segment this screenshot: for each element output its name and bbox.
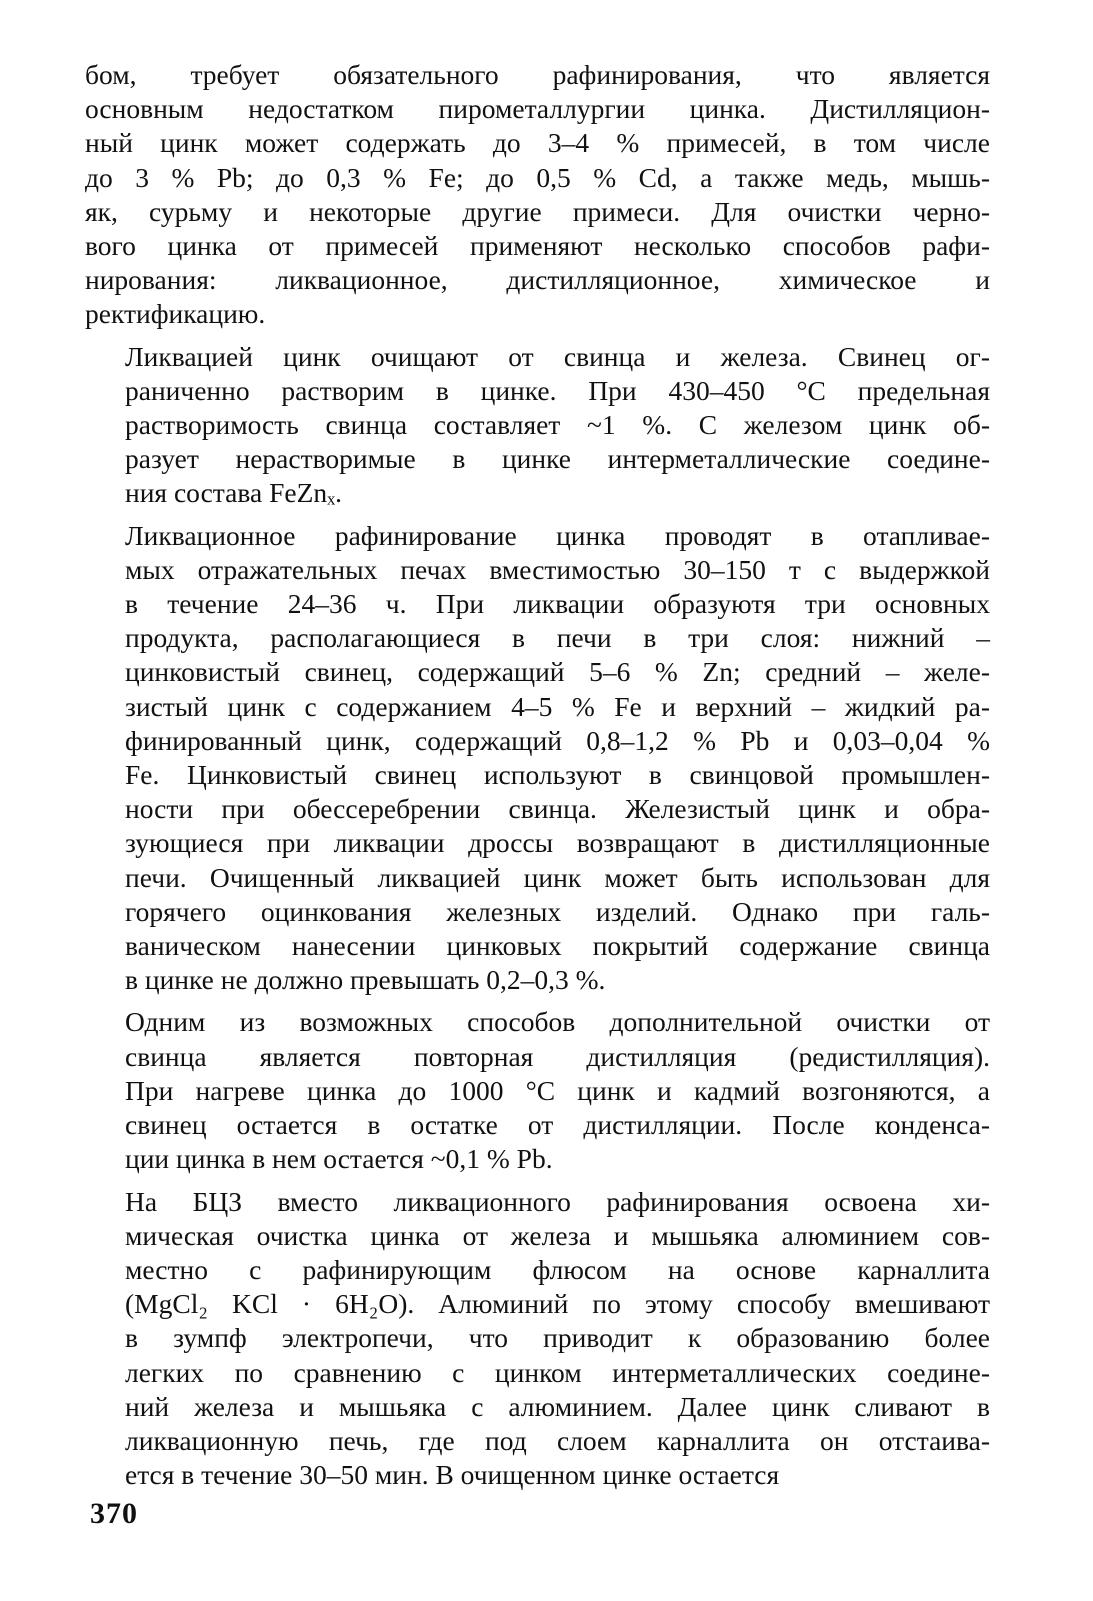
page-number: 370: [90, 1497, 138, 1530]
text-line: ности при обессеребрении свинца. Железистый цинк и обра-: [125, 793, 990, 825]
text-line: ния состава FeZnₓ.: [125, 477, 342, 509]
text-line: цинковистый свинец, содержащий 5–6 % Zn; средний – желе-: [125, 656, 990, 688]
text-line: ректификацию.: [85, 298, 266, 330]
text-line: разует нерастворимые в цинке интерметаллические соедине-: [125, 443, 990, 475]
text-line: Fe. Цинковистый свинец используют в свинцовой промышлен-: [125, 759, 990, 791]
text-line: ний железа и мышьяка с алюминием. Далее цинк сливают в: [125, 1390, 990, 1422]
text-line: финированный цинк, содержащий 0,8–1,2 % Pb и 0,03–0,04 %: [125, 724, 990, 756]
text-line: При нагреве цинка до 1000 °С цинк и кадмий возгоняются, а: [125, 1074, 990, 1106]
text-line: в течение 24–36 ч. При ликвации образуютя три основных: [125, 588, 990, 620]
text-line: в цинке не должно превышать 0,2–0,3 %.: [125, 964, 606, 996]
body-text: [85, 58, 990, 1500]
text-line: Одним из возможных способов дополнительной очистки от: [125, 1006, 990, 1038]
text-line: раниченно растворим в цинке. При 430–450 °С предельная: [125, 374, 990, 406]
text-line: свинца является повторная дистилляция (редистилляция).: [125, 1040, 990, 1072]
text-line: печи. Очищенный ликвацией цинк может быть использован для: [125, 861, 990, 893]
paragraph: [85, 340, 990, 511]
text-line: легких по сравнению с цинком интерметаллических соедине-: [125, 1356, 990, 1388]
text-line: На БЦЗ вместо ликвационного рафинирования освоена хи-: [125, 1185, 990, 1217]
text-line: (MgCl₂ KCl · 6H₂O). Алюминий по этому способу вмешивают: [125, 1288, 990, 1320]
text-line: ваническом нанесении цинковых покрытий содержание свинца: [125, 930, 990, 962]
text-line: ется в течение 30–50 мин. В очищенном цинке остается: [125, 1459, 780, 1491]
text-line: горячего оцинкования железных изделий. Однако при галь-: [125, 895, 990, 927]
text-line: свинец остается в остатке от дистилляции. После конденса-: [125, 1109, 990, 1141]
text-line: зистый цинк с содержанием 4–5 % Fe и верхний – жидкий ра-: [125, 690, 990, 722]
text-line: зующиеся при ликвации дроссы возвращают в дистилляционные: [125, 827, 990, 859]
text-line: растворимость свинца составляет ~1 %. С железом цинк об-: [125, 409, 990, 441]
text-line: мых отражательных печах вместимостью 30–150 т с выдержкой: [125, 553, 990, 585]
text-line: основным недостатком пирометаллургии цинка. Дистилляцион-: [85, 93, 990, 125]
paragraph: [85, 519, 990, 998]
paragraph: [85, 58, 990, 332]
text-line: як, сурьму и некоторые другие примеси. Для очистки черно-: [85, 195, 990, 227]
text-line: вого цинка от примесей применяют несколько способов рафи-: [85, 230, 990, 262]
text-line: ликвационную печь, где под слоем карналлита он отстаива-: [125, 1424, 990, 1456]
text-line: Ликвацией цинк очищают от свинца и железа. Свинец ог-: [125, 340, 990, 372]
text-line: продукта, располагающиеся в печи в три слоя: нижний –: [125, 622, 990, 654]
text-line: ции цинка в нем остается ~0,1 % Pb.: [125, 1143, 553, 1175]
text-line: до 3 % Pb; до 0,3 % Fe; до 0,5 % Cd, а также медь, мышь-: [85, 161, 990, 193]
text-line: местно с рафинирующим флюсом на основе карналлита: [125, 1253, 990, 1285]
text-line: мическая очистка цинка от железа и мышьяка алюминием сов-: [125, 1219, 990, 1251]
paragraph: [85, 1005, 990, 1176]
paragraph: [85, 1185, 990, 1493]
text-line: в зумпф электропечи, что приводит к образованию более: [125, 1322, 990, 1354]
text-line: Ликвационное рафинирование цинка проводят в отапливае-: [125, 519, 990, 551]
text-line: нирования: ликвационное, дистилляционное, химическое и: [85, 264, 990, 296]
text-line: ный цинк может содержать до 3–4 % примесей, в том числе: [85, 127, 990, 159]
text-line: бом, требует обязательного рафинирования, что является: [85, 59, 990, 90]
